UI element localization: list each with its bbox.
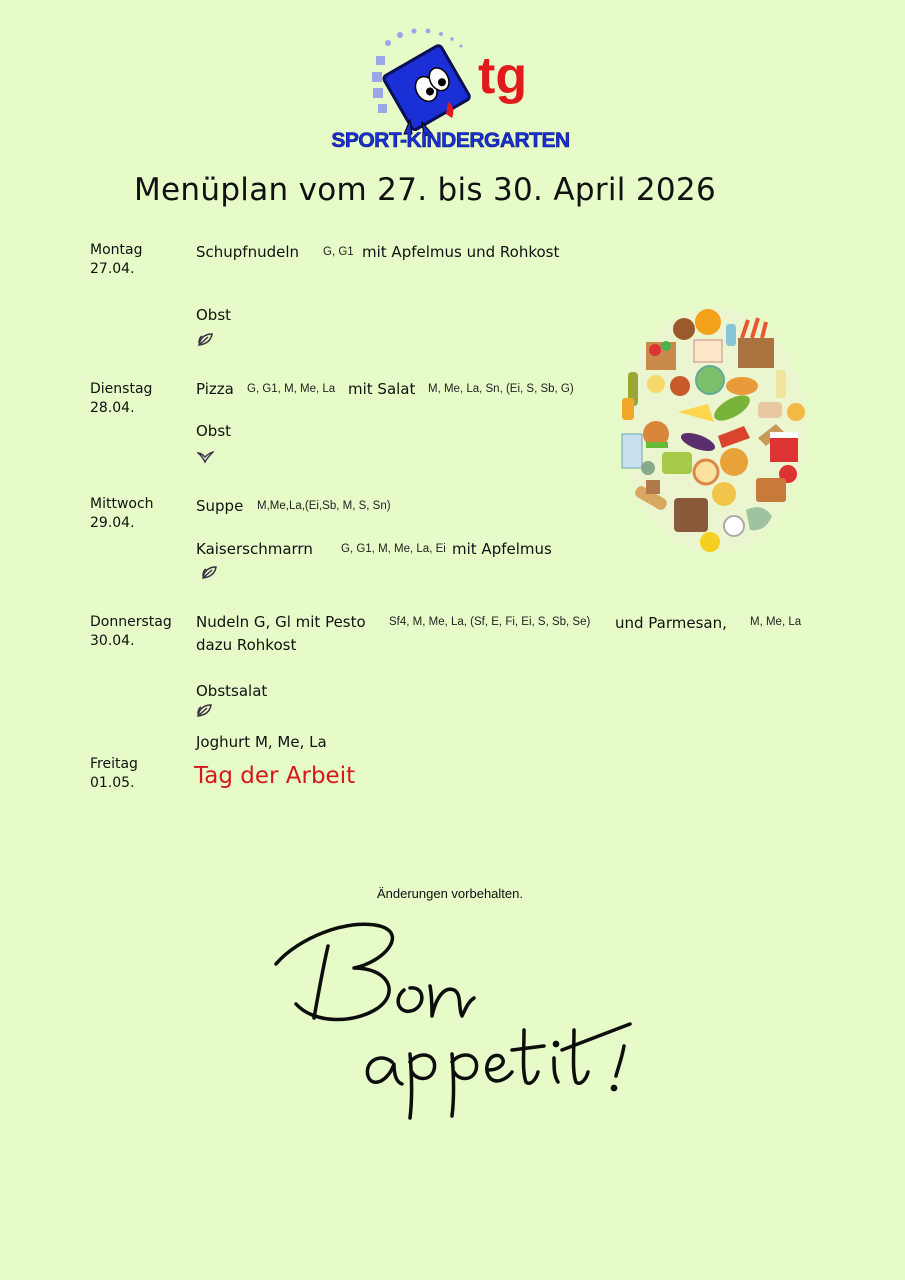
wednesday-dish: Kaiserschmarrn [196, 540, 313, 558]
logo-name: SPORT-KINDERGARTEN [331, 129, 570, 152]
food-collage-icon [618, 302, 810, 554]
logo [318, 28, 583, 156]
monday-allergens: G, G1 [323, 246, 354, 258]
bird-icon [197, 449, 214, 464]
wednesday-soup: Suppe [196, 497, 244, 515]
thursday-extra: dazu Rohkost [196, 636, 297, 654]
day-date: 27.04. [90, 261, 135, 277]
day-name: Donnerstag [90, 614, 172, 630]
thursday-parmesan: und Parmesan, [615, 614, 727, 632]
bon-appetit-signature [268, 912, 640, 1124]
day-label-thursday [90, 613, 172, 651]
tuesday-side-allergens: M, Me, La, Sn, (Ei, S, Sb, G) [428, 383, 574, 395]
logo-letters: tg [478, 47, 528, 105]
tuesday-dish-allergens: G, G1, M, Me, La [247, 383, 336, 395]
tuesday-dessert: Obst [196, 422, 232, 440]
day-label-tuesday [90, 380, 152, 418]
day-date: 28.04. [90, 400, 135, 416]
wednesday-soup-allergens: M,Me,La,(Ei,Sb, M, S, Sn) [257, 500, 391, 512]
day-date: 30.04. [90, 633, 135, 649]
tuesday-dish: Pizza [196, 380, 234, 398]
day-name: Dienstag [90, 381, 153, 397]
thursday-dessert: Obstsalat [196, 682, 268, 700]
leaf-icon [196, 703, 213, 718]
monday-dessert: Obst [196, 306, 232, 324]
wednesday-side: mit Apfelmus [452, 540, 552, 558]
thursday-pesto-allergens: Sf4, M, Me, La, (Sf, E, Fi, Ei, S, Sb, Se) [389, 616, 591, 628]
thursday-yogurt: Joghurt M, Me, La [196, 733, 327, 751]
day-name: Montag [90, 242, 143, 258]
thursday-dish: Nudeln G, Gl mit Pesto [196, 613, 366, 631]
leaf-icon [201, 565, 218, 580]
thursday-parmesan-allergens: M, Me, La [750, 616, 802, 628]
day-label-wednesday [90, 495, 154, 533]
monday-dish: Schupfnudeln [196, 243, 300, 261]
day-name: Freitag [90, 756, 138, 772]
day-date: 29.04. [90, 515, 135, 531]
day-name: Mittwoch [90, 496, 154, 512]
day-date: 01.05. [90, 775, 135, 791]
page-title: Menüplan vom 27. bis 30. April 2026 [134, 172, 716, 208]
disclaimer-note: Änderungen vorbehalten. [376, 886, 523, 901]
leaf-icon [197, 332, 214, 347]
day-label-monday [90, 241, 142, 279]
tuesday-side: mit Salat [348, 380, 416, 398]
day-label-friday [90, 755, 138, 793]
monday-side: mit Apfelmus und Rohkost [362, 243, 560, 261]
wednesday-dish-allergens: G, G1, M, Me, La, Ei [341, 543, 446, 555]
friday-holiday: Tag der Arbeit [194, 763, 356, 789]
